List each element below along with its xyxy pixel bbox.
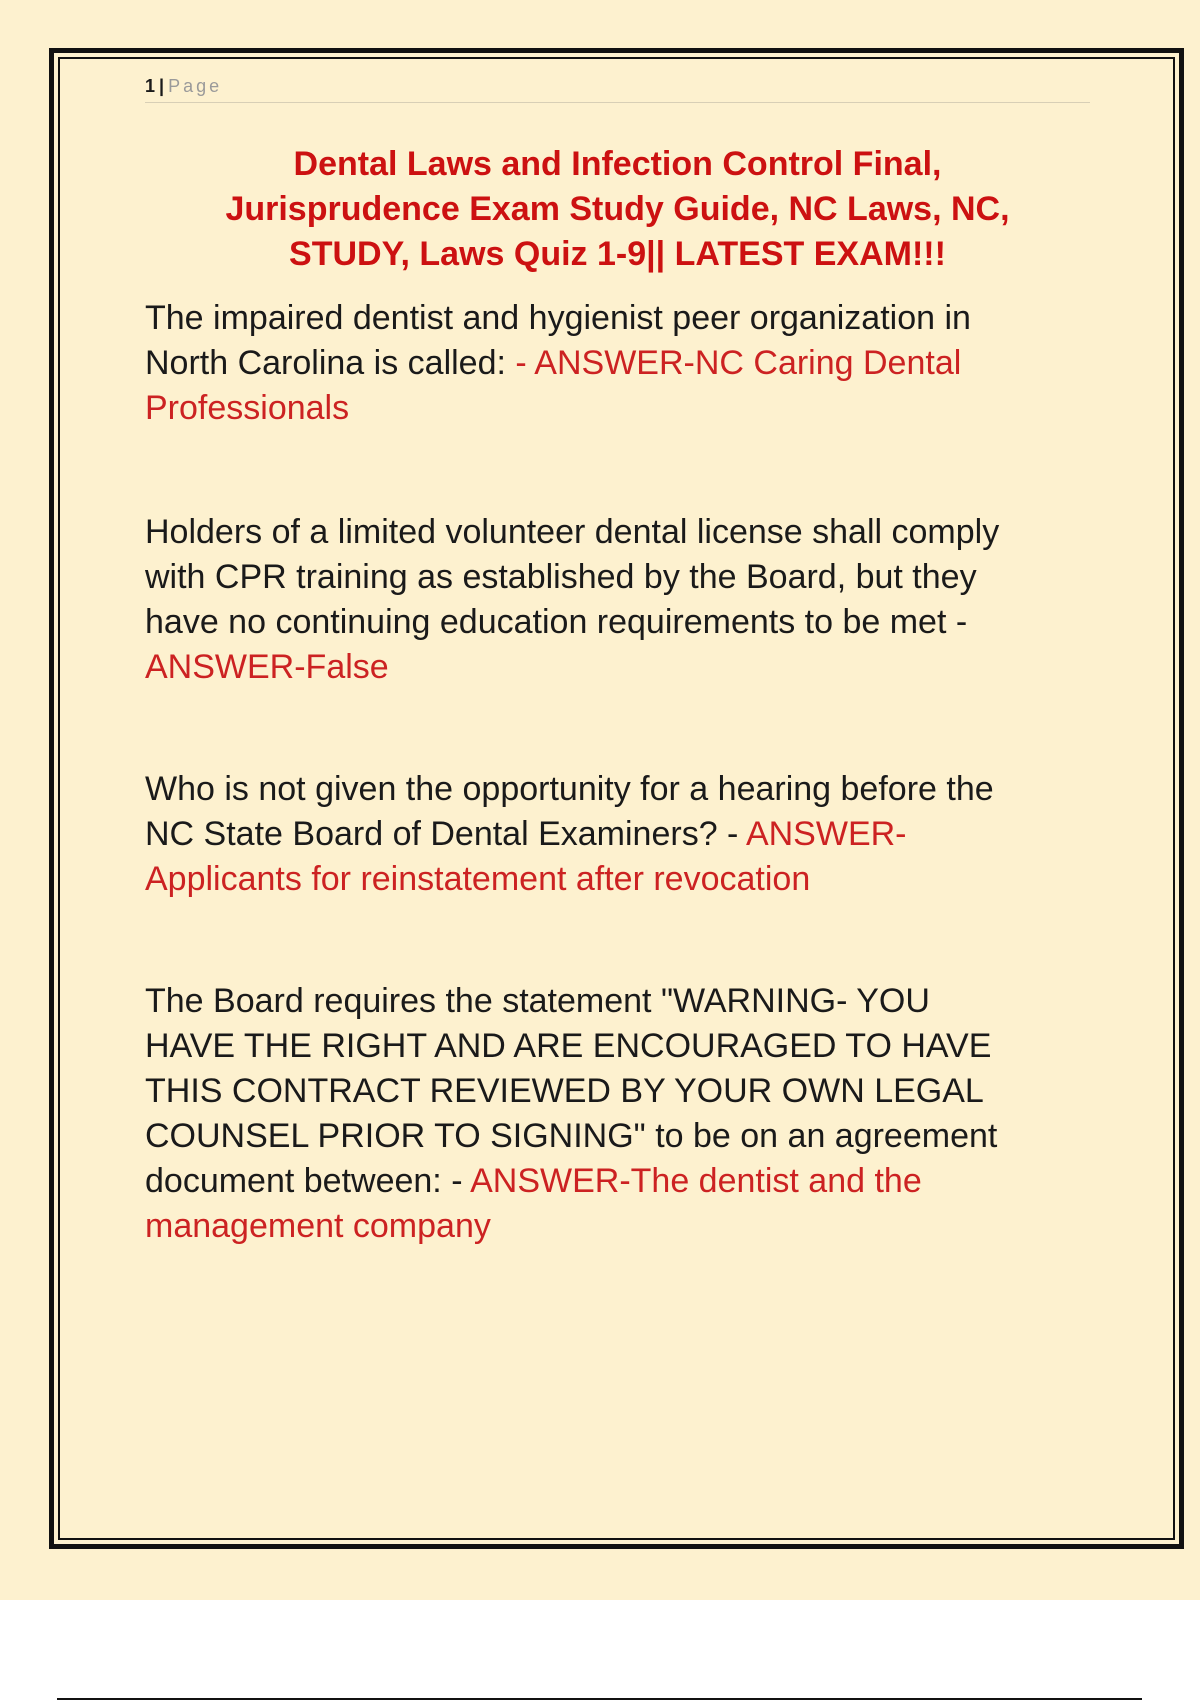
text-line (145, 1114, 1090, 1159)
text-line (145, 979, 1090, 1024)
document-title (145, 142, 1090, 277)
text-line (145, 386, 1090, 431)
question-text: North Carolina is called: (145, 344, 516, 382)
text-line (145, 645, 1090, 690)
text-line (145, 812, 1090, 857)
text-line (145, 296, 1090, 341)
page-number: 1 (145, 76, 156, 96)
question-block (145, 979, 1090, 1249)
question-text: HAVE THE RIGHT AND ARE ENCOURAGED TO HAVE (145, 1027, 992, 1065)
title-line: Dental Laws and Infection Control Final, (293, 145, 942, 183)
text-line (145, 341, 1090, 386)
question-text: NC State Board of Dental Examiners? - (145, 815, 746, 853)
question-text: The impaired dentist and hygienist peer organization in (145, 299, 971, 337)
answer-text: ANSWER-False (145, 648, 389, 686)
text-line (145, 1069, 1090, 1114)
text-line (145, 510, 1090, 555)
answer-text: Professionals (145, 389, 350, 427)
question-block (145, 296, 1090, 431)
text-line (145, 1159, 1090, 1204)
page-word: Page (168, 76, 223, 96)
question-text: Holders of a limited volunteer dental license shall comply (145, 513, 1000, 551)
answer-text: Applicants for reinstatement after revocation (145, 860, 811, 898)
text-line (145, 600, 1090, 645)
title-line: STUDY, Laws Quiz 1-9|| LATEST EXAM!!! (289, 235, 946, 273)
question-block (145, 767, 1090, 902)
question-text: Who is not given the opportunity for a hearing before the (145, 770, 994, 808)
question-text: THIS CONTRACT REVIEWED BY YOUR OWN LEGAL (145, 1072, 984, 1110)
answer-text: - ANSWER-NC Caring Dental (515, 344, 962, 382)
question-text: with CPR training as established by the Board, but they (145, 558, 977, 596)
answer-text: ANSWER-The dentist and the (470, 1162, 922, 1200)
question-text: The Board requires the statement "WARNING- YOU (145, 982, 930, 1020)
title-line: Jurisprudence Exam Study Guide, NC Laws, NC, (225, 190, 1010, 228)
text-line (145, 857, 1090, 902)
answer-text: ANSWER- (745, 815, 907, 853)
question-text: document between: - (145, 1162, 471, 1200)
question-block (145, 510, 1090, 690)
question-text: COUNSEL PRIOR TO SIGNING" to be on an agreement (145, 1117, 998, 1155)
text-line (145, 555, 1090, 600)
text-line (145, 1204, 1090, 1249)
text-line (145, 767, 1090, 812)
question-text: have no continuing education requirements to be met - (145, 603, 968, 641)
text-line (145, 1024, 1090, 1069)
answer-text: management company (145, 1207, 491, 1245)
page-header (145, 74, 1090, 103)
page-separator: | (159, 76, 165, 96)
